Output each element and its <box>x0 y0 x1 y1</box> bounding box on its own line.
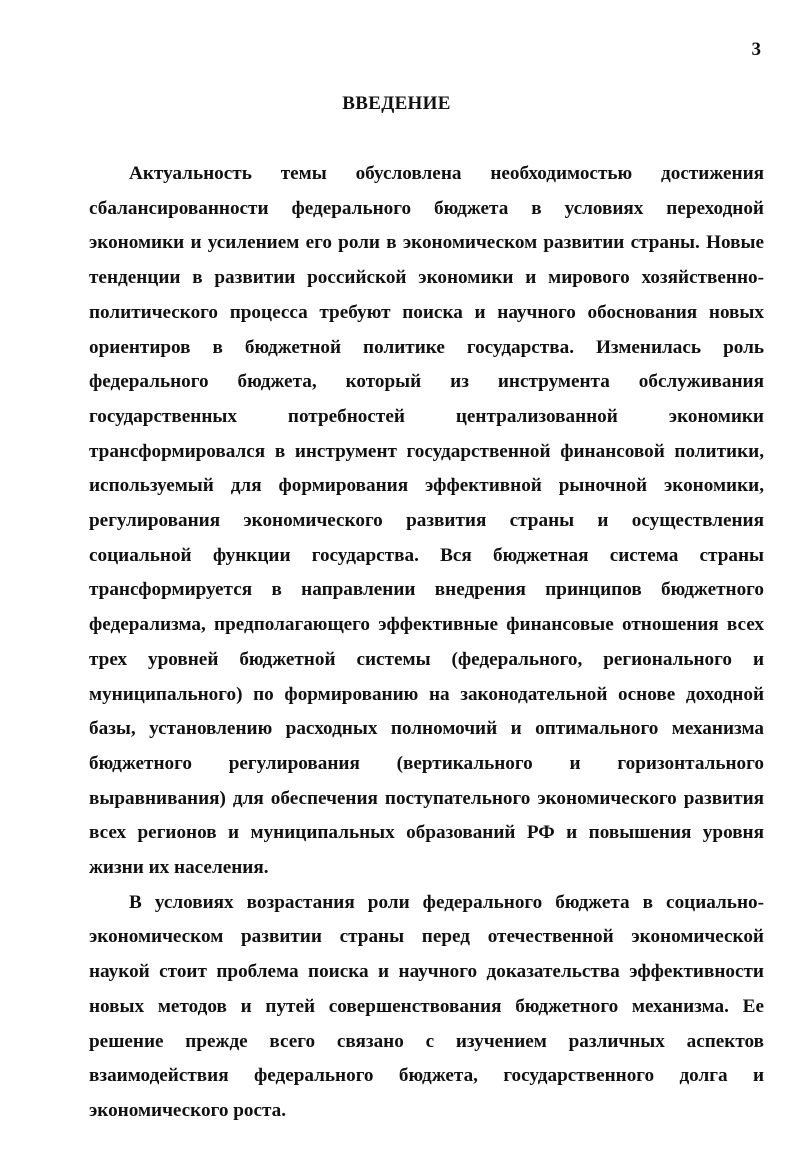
section-heading: ВВЕДЕНИЕ <box>342 93 451 114</box>
paragraph-1-lead-term: Актуальность темы <box>129 163 327 184</box>
body-text <box>89 157 764 1129</box>
page-number: 3 <box>751 39 761 60</box>
paragraph-1 <box>89 157 764 886</box>
paragraph-2 <box>89 886 764 1129</box>
paragraph-1-text: обусловлена необходимостью достижения сбалансированности федерального бюджета в условиях переходной экономики и усилением его роли в экономическом развитии страны. Новые тенденции в развитии российской экономики и мирового хозяйственно-политического процесса требуют поиска и научного обоснования новых ориентиров в бюджетной политике государства. Изменилась роль федерального бюджета, который из инструмента обслуживания государственных потребностей централизованной экономики трансформировался в инструмент государственной финансовой политики, используемый для формирования эффективной рыночной экономики, регулирования экономического развития страны и осуществления социальной функции государства. Вся бюджетная система страны трансформируется в направлении внедрения принципов бюджетного федерализма, предполагающего эффективные финансовые отношения всех трех уровней бюджетной системы (федерального, регионального и муниципального) по формированию на законодательной основе доходной базы, установлению расходных полномочий и оптимального механизма бюджетного регулирования (вертикального и горизонтального выравнивания) для обеспечения поступательного экономического развития всех регионов и муниципальных образований РФ и повышения уровня жизни их населения. <box>89 163 765 879</box>
paragraph-2-text: В условиях возрастания роли федерального бюджета в социально-экономическом развитии страны перед отечественной экономической наукой стоит проблема поиска и научного доказательства эффективности новых методов и путей совершенствования бюджетного механизма. Ее решение прежде всего связано с изучением различных аспектов взаимодействия федерального бюджета, государственного долга и экономического роста. <box>89 891 764 1121</box>
